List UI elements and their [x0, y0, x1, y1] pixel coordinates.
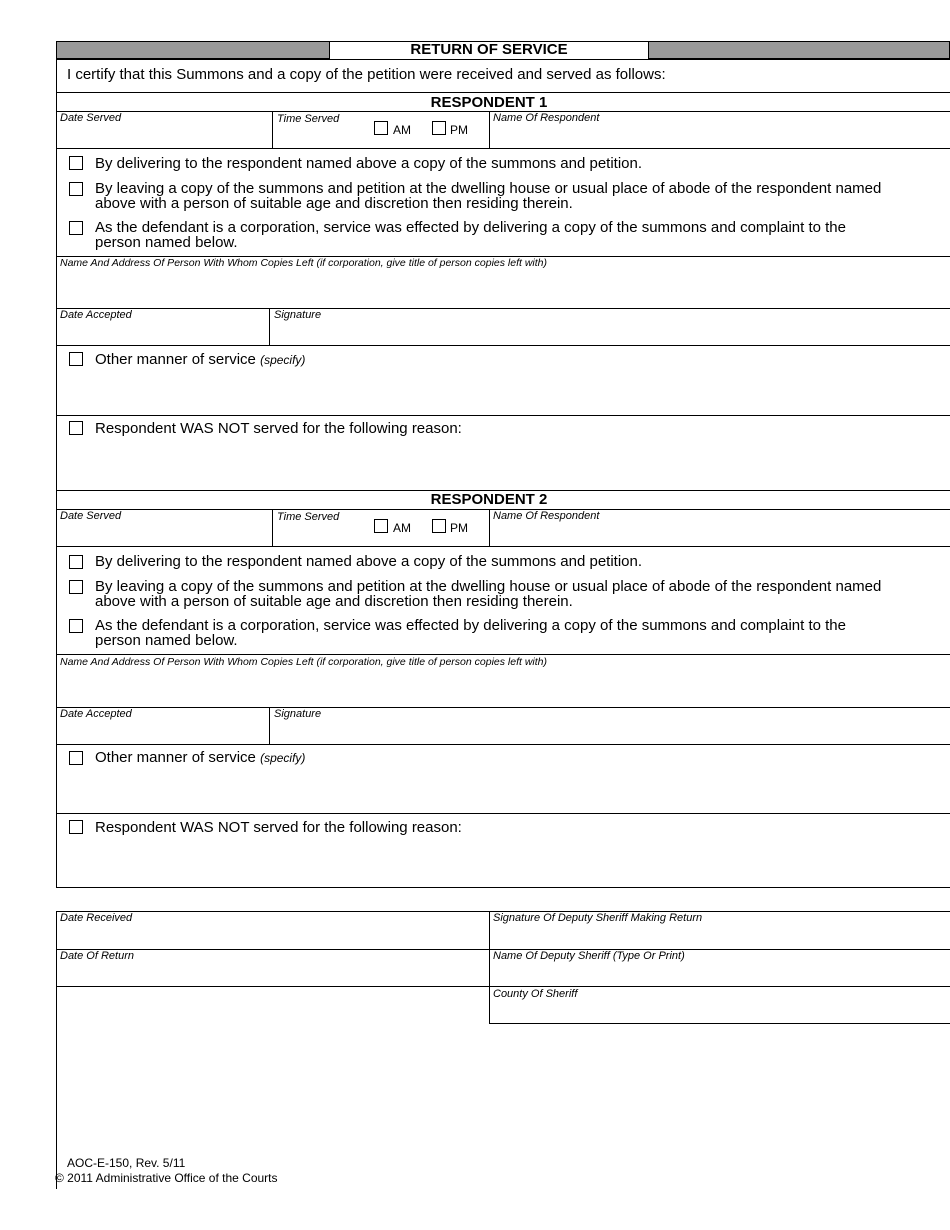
r2-option3-line2: person named below. — [95, 632, 238, 649]
r2-time-served-label: Time Served — [277, 511, 340, 523]
r1-am-label: AM — [393, 123, 411, 137]
r1-option1-text: By delivering to the respondent named above a copy of the summons and petition. — [95, 155, 643, 172]
r2-option1-checkbox[interactable] — [69, 555, 83, 569]
r2-other-manner-label: Other manner of service (specify) — [95, 749, 306, 766]
signature-deputy-label: Signature Of Deputy Sheriff Making Return — [493, 912, 703, 924]
r2-option2-line2: above with a person of suitable age and discretion then residing therein. — [95, 593, 573, 610]
county-sheriff-label: County Of Sheriff — [493, 988, 578, 1000]
r2-date-accepted-label: Date Accepted — [60, 708, 132, 720]
r2-option2-checkbox[interactable] — [69, 580, 83, 594]
r2-option1-text: By delivering to the respondent named above a copy of the summons and petition. — [95, 553, 643, 570]
form-id: AOC-E-150, Rev. 5/11 — [67, 1156, 186, 1170]
r1-option2-line1: By leaving a copy of the summons and petition at the dwelling house or usual place of abode of the respondent named — [95, 180, 882, 197]
r2-other-manner-checkbox[interactable] — [69, 751, 83, 765]
r1-not-served-label: Respondent WAS NOT served for the following reason: — [95, 420, 462, 437]
r1-not-served-checkbox[interactable] — [69, 421, 83, 435]
r2-signature-label: Signature — [274, 708, 322, 720]
r1-pm-checkbox[interactable] — [432, 121, 446, 135]
copyright: © 2011 Administrative Office of the Courts — [55, 1171, 278, 1185]
r2-option2-line1: By leaving a copy of the summons and petition at the dwelling house or usual place of abode of the respondent named — [95, 578, 882, 595]
r1-option3-line1: As the defendant is a corporation, service was effected by delivering a copy of the summons and complaint to the — [95, 219, 846, 236]
r2-option3-checkbox[interactable] — [69, 619, 83, 633]
r1-option2-line2: above with a person of suitable age and discretion then residing therein. — [95, 195, 573, 212]
respondent-2-heading: RESPONDENT 2 — [430, 491, 548, 508]
r2-option3-line1: As the defendant is a corporation, service was effected by delivering a copy of the summons and complaint to the — [95, 617, 846, 634]
r1-other-manner-checkbox[interactable] — [69, 352, 83, 366]
date-of-return-label: Date Of Return — [60, 950, 134, 962]
r1-name-label: Name Of Respondent — [493, 112, 600, 124]
respondent-1-heading: RESPONDENT 1 — [430, 94, 548, 111]
r1-pm-label: PM — [450, 123, 468, 137]
header-band-left — [56, 41, 330, 59]
r1-am-checkbox[interactable] — [374, 121, 388, 135]
certify-text: I certify that this Summons and a copy of the petition were received and served as follows: — [67, 66, 666, 83]
r2-pm-checkbox[interactable] — [432, 519, 446, 533]
r1-option3-line2: person named below. — [95, 234, 238, 251]
r1-signature-label: Signature — [274, 309, 322, 321]
header-band-right — [648, 41, 950, 59]
name-deputy-label: Name Of Deputy Sheriff (Type Or Print) — [493, 950, 685, 962]
r1-date-served-label: Date Served — [60, 112, 122, 124]
r1-other-manner-label: Other manner of service (specify) — [95, 351, 306, 368]
r2-not-served-label: Respondent WAS NOT served for the following reason: — [95, 819, 462, 836]
r1-time-served-label: Time Served — [277, 113, 340, 125]
r2-date-served-label: Date Served — [60, 510, 122, 522]
date-received-label: Date Received — [60, 912, 133, 924]
r2-name-label: Name Of Respondent — [493, 510, 600, 522]
form-title: RETURN OF SERVICE — [410, 41, 568, 58]
r1-option1-checkbox[interactable] — [69, 156, 83, 170]
r1-date-accepted-label: Date Accepted — [60, 309, 132, 321]
r2-am-checkbox[interactable] — [374, 519, 388, 533]
r2-pm-label: PM — [450, 521, 468, 535]
r1-option2-checkbox[interactable] — [69, 182, 83, 196]
r1-copies-left-label: Name And Address Of Person With Whom Copies Left (if corporation, give title of person copies left with) — [60, 257, 548, 269]
r2-copies-left-label: Name And Address Of Person With Whom Copies Left (if corporation, give title of person copies left with) — [60, 656, 548, 668]
r2-am-label: AM — [393, 521, 411, 535]
r1-option3-checkbox[interactable] — [69, 221, 83, 235]
r2-not-served-checkbox[interactable] — [69, 820, 83, 834]
